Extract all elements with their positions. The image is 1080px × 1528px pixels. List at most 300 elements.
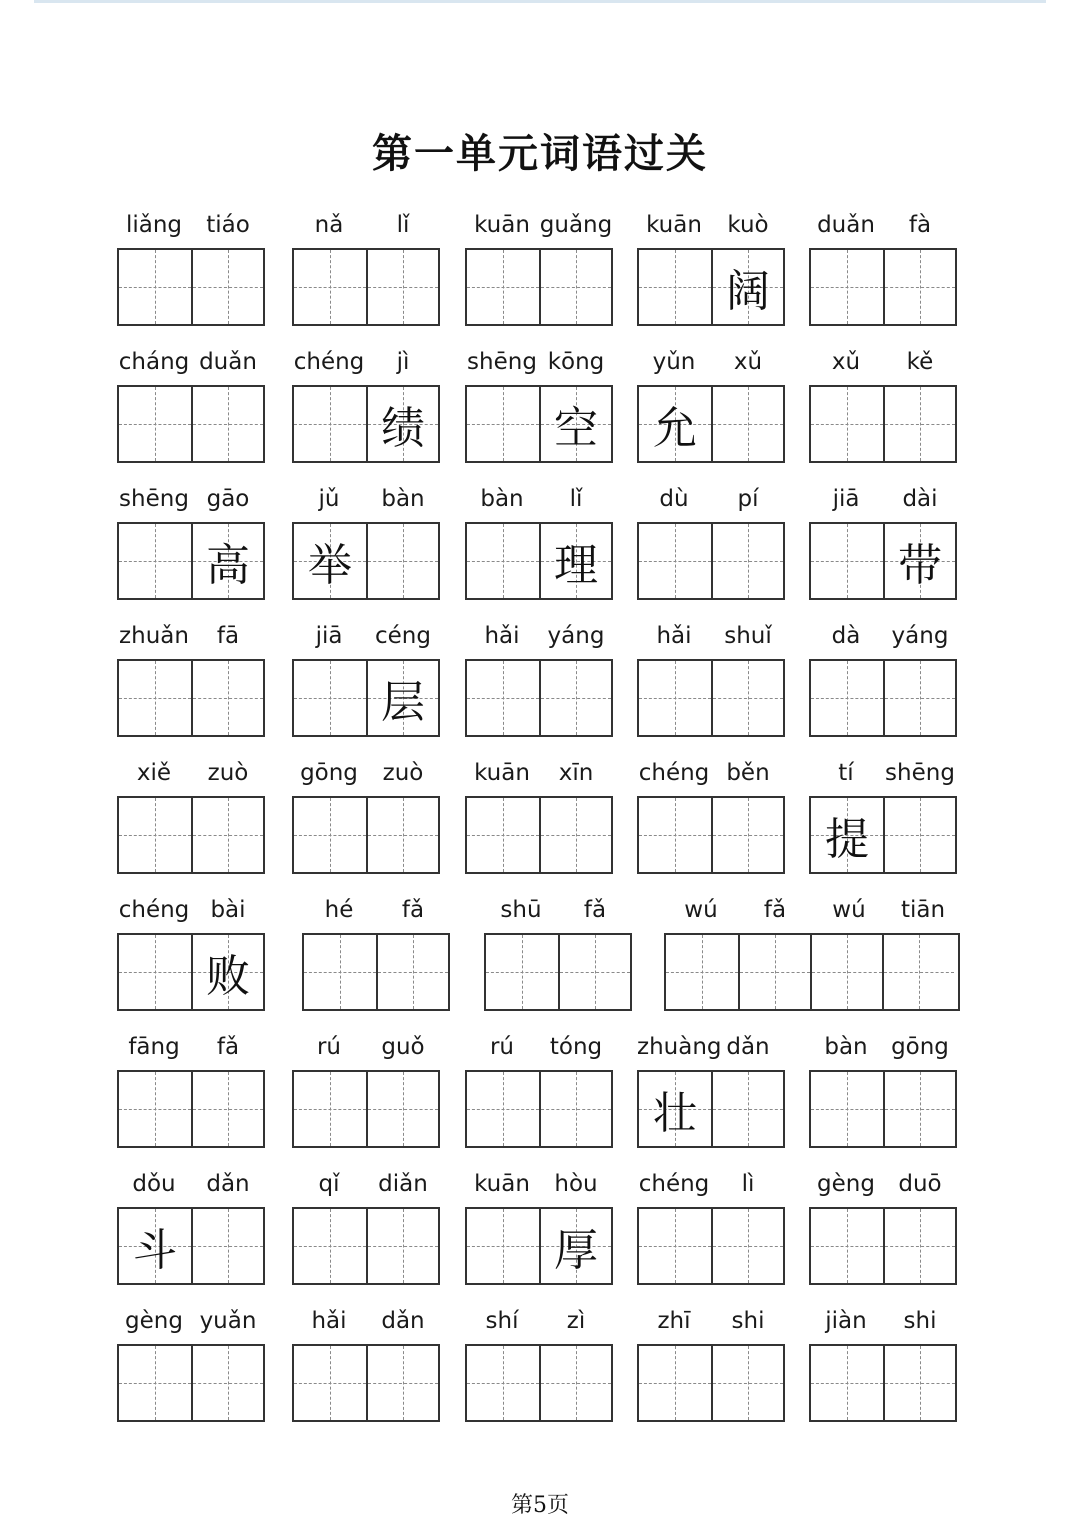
given-character: [193, 1209, 263, 1283]
pinyin-row: [292, 623, 440, 653]
pinyin-syllable: chéng: [118, 897, 190, 923]
given-character: [467, 661, 539, 735]
tian-zi-ge-boxes: [117, 522, 265, 600]
writing-cell[interactable]: [810, 935, 882, 1009]
pinyin-row: [809, 1034, 957, 1064]
writing-cell[interactable]: [191, 798, 263, 872]
writing-cell[interactable]: [711, 250, 783, 324]
word-item: [292, 212, 440, 328]
writing-cell[interactable]: [376, 935, 448, 1009]
word-item: [637, 486, 785, 602]
word-item: [292, 623, 440, 739]
pinyin-row: [117, 1171, 265, 1201]
pinyin-syllable: duǎn: [817, 212, 875, 238]
pinyin-syllable: kuò: [727, 212, 769, 238]
writing-cell[interactable]: [811, 1346, 883, 1420]
tian-zi-ge-boxes: [292, 796, 440, 874]
given-character: [811, 250, 883, 324]
pinyin-row: [484, 897, 632, 927]
writing-cell[interactable]: [294, 387, 366, 461]
pinyin-syllable: zuò: [382, 760, 424, 786]
word-item: [292, 1034, 440, 1150]
pinyin-syllable: chéng: [638, 1171, 710, 1197]
writing-cell[interactable]: [711, 524, 783, 598]
tian-zi-ge-boxes: [117, 1344, 265, 1422]
writing-cell[interactable]: [191, 1209, 263, 1283]
word-item: [637, 1034, 785, 1150]
writing-cell[interactable]: [711, 1346, 783, 1420]
writing-cell[interactable]: [191, 524, 263, 598]
given-character: [294, 387, 366, 461]
writing-cell[interactable]: [639, 387, 711, 461]
pinyin-syllable: dù: [659, 486, 689, 512]
given-character: [812, 935, 882, 1009]
word-item: [117, 1034, 265, 1150]
given-character: [811, 1072, 883, 1146]
writing-cell[interactable]: [639, 250, 711, 324]
writing-cell[interactable]: [119, 387, 191, 461]
writing-cell[interactable]: [811, 387, 883, 461]
tian-zi-ge-boxes: [292, 385, 440, 463]
given-character: [541, 798, 611, 872]
pinyin-row: [292, 1034, 440, 1064]
given-character: [294, 798, 366, 872]
word-item: [465, 1308, 613, 1424]
pinyin-syllable: tiáo: [206, 212, 250, 238]
given-character: 提: [825, 814, 869, 865]
writing-cell[interactable]: [366, 524, 438, 598]
writing-cell[interactable]: [639, 798, 711, 872]
given-character: [486, 935, 558, 1009]
writing-cell[interactable]: [467, 661, 539, 735]
pinyin-syllable: wú: [832, 897, 866, 923]
writing-cell[interactable]: [119, 250, 191, 324]
writing-cell[interactable]: [366, 798, 438, 872]
word-item: [465, 1034, 613, 1150]
writing-cell[interactable]: [883, 250, 955, 324]
writing-cell[interactable]: [883, 524, 955, 598]
pinyin-syllable: shí: [485, 1308, 519, 1334]
given-character: [467, 1072, 539, 1146]
writing-cell[interactable]: [366, 1072, 438, 1146]
writing-cell[interactable]: [467, 1346, 539, 1420]
pinyin-row: [809, 760, 957, 790]
given-character: [119, 935, 191, 1009]
tian-zi-ge-boxes: [465, 796, 613, 874]
writing-cell[interactable]: [711, 387, 783, 461]
writing-cell[interactable]: [883, 1072, 955, 1146]
pinyin-row: [292, 1308, 440, 1338]
given-character: 壮: [653, 1088, 697, 1139]
page-title: 第一单元词语过关: [372, 130, 708, 177]
pinyin-row: [809, 486, 957, 516]
tian-zi-ge-boxes: [637, 796, 785, 874]
writing-cell[interactable]: [467, 524, 539, 598]
writing-cell[interactable]: [294, 1209, 366, 1283]
writing-cell[interactable]: [366, 250, 438, 324]
word-item: [292, 349, 440, 465]
writing-cell[interactable]: [467, 798, 539, 872]
pinyin-syllable: dǒu: [132, 1171, 176, 1197]
writing-cell[interactable]: [883, 798, 955, 872]
word-item: [292, 1308, 440, 1424]
word-item: [637, 1171, 785, 1287]
tian-zi-ge-boxes: [809, 1207, 957, 1285]
writing-cell[interactable]: [539, 250, 611, 324]
given-character: [541, 661, 611, 735]
writing-cell[interactable]: [883, 1346, 955, 1420]
tian-zi-ge-boxes: [637, 1207, 785, 1285]
given-character: [884, 935, 954, 1009]
word-item: [465, 486, 613, 602]
writing-cell[interactable]: [811, 661, 883, 735]
tian-zi-ge-boxes: [637, 1344, 785, 1422]
given-character: [368, 1072, 438, 1146]
writing-cell[interactable]: [811, 1072, 883, 1146]
writing-cell[interactable]: [883, 1209, 955, 1283]
pinyin-syllable: dǎn: [206, 1171, 250, 1197]
writing-cell[interactable]: [711, 661, 783, 735]
pinyin-row: [809, 349, 957, 379]
word-item: [292, 760, 440, 876]
given-character: [119, 387, 191, 461]
writing-cell[interactable]: [811, 1209, 883, 1283]
pinyin-syllable: lǐ: [569, 486, 583, 512]
word-item: [809, 623, 957, 739]
given-character: [666, 935, 738, 1009]
pinyin-row: [117, 486, 265, 516]
writing-cell[interactable]: [539, 1209, 611, 1283]
tian-zi-ge-boxes: [465, 385, 613, 463]
writing-cell[interactable]: [882, 935, 954, 1009]
given-character: [119, 250, 191, 324]
tian-zi-ge-boxes: [637, 659, 785, 737]
tian-zi-ge-boxes: [809, 1344, 957, 1422]
pinyin-syllable: chéng: [638, 760, 710, 786]
given-character: [885, 1346, 955, 1420]
pinyin-syllable: kuān: [474, 760, 530, 786]
given-character: [885, 661, 955, 735]
word-item: [664, 897, 960, 1013]
word-item: [809, 760, 957, 876]
writing-cell[interactable]: [639, 1072, 711, 1146]
given-character: 带: [898, 540, 942, 591]
given-character: [811, 1209, 883, 1283]
writing-cell[interactable]: [304, 935, 376, 1009]
pinyin-syllable: pí: [737, 486, 759, 512]
pinyin-syllable: shēng: [885, 760, 955, 786]
pinyin-row: [637, 623, 785, 653]
given-character: 绩: [381, 403, 425, 454]
given-character: [193, 250, 263, 324]
writing-cell[interactable]: [738, 935, 810, 1009]
pinyin-syllable: shuǐ: [724, 623, 772, 649]
word-item: [292, 486, 440, 602]
writing-cell[interactable]: [639, 1209, 711, 1283]
word-item: [637, 212, 785, 328]
writing-cell[interactable]: [366, 1346, 438, 1420]
word-item: [809, 486, 957, 602]
pinyin-syllable: shēng: [119, 486, 189, 512]
pinyin-syllable: wú: [684, 897, 718, 923]
given-character: 厚: [554, 1225, 598, 1276]
pinyin-syllable: kuān: [474, 1171, 530, 1197]
given-character: [885, 250, 955, 324]
tian-zi-ge-boxes: [292, 1344, 440, 1422]
pinyin-syllable: liǎng: [125, 212, 183, 238]
tian-zi-ge-boxes: [465, 1344, 613, 1422]
tian-zi-ge-boxes: [302, 933, 450, 1011]
writing-cell[interactable]: [294, 1346, 366, 1420]
pinyin-syllable: yáng: [547, 623, 605, 649]
writing-cell[interactable]: [539, 387, 611, 461]
tian-zi-ge-boxes: [637, 385, 785, 463]
pinyin-syllable: shū: [500, 897, 542, 923]
given-character: [294, 250, 366, 324]
pinyin-row: [809, 212, 957, 242]
pinyin-row: [809, 623, 957, 653]
given-character: [713, 524, 783, 598]
writing-cell[interactable]: [294, 250, 366, 324]
pinyin-row: [637, 1171, 785, 1201]
given-character: [541, 1346, 611, 1420]
writing-cell[interactable]: [558, 935, 630, 1009]
pinyin-syllable: yuǎn: [199, 1308, 257, 1334]
writing-cell[interactable]: [811, 524, 883, 598]
pinyin-syllable: xǔ: [831, 349, 861, 375]
word-item: [637, 1308, 785, 1424]
writing-cell[interactable]: [639, 661, 711, 735]
pinyin-syllable: shēng: [467, 349, 537, 375]
given-character: [467, 1346, 539, 1420]
pinyin-syllable: tí: [838, 760, 854, 786]
given-character: [740, 935, 810, 1009]
writing-cell[interactable]: [883, 661, 955, 735]
writing-cell[interactable]: [119, 1346, 191, 1420]
given-character: 斗: [133, 1225, 177, 1276]
pinyin-syllable: jì: [396, 349, 410, 375]
pinyin-syllable: gèng: [817, 1171, 875, 1197]
pinyin-syllable: fǎ: [401, 897, 425, 923]
tian-zi-ge-boxes: [292, 522, 440, 600]
page-number: 第5页: [511, 1493, 569, 1518]
word-item: [637, 760, 785, 876]
writing-cell[interactable]: [191, 661, 263, 735]
writing-cell[interactable]: [711, 1072, 783, 1146]
given-character: [811, 387, 883, 461]
given-character: [368, 798, 438, 872]
tian-zi-ge-boxes: [292, 248, 440, 326]
pinyin-syllable: shi: [903, 1308, 937, 1334]
writing-cell[interactable]: [467, 250, 539, 324]
word-item: [637, 349, 785, 465]
writing-cell[interactable]: [119, 798, 191, 872]
pinyin-row: [637, 760, 785, 790]
tian-zi-ge-boxes: [664, 933, 960, 1011]
writing-cell[interactable]: [883, 387, 955, 461]
writing-cell[interactable]: [711, 798, 783, 872]
tian-zi-ge-boxes: [292, 1070, 440, 1148]
tian-zi-ge-boxes: [465, 522, 613, 600]
pinyin-syllable: xīn: [558, 760, 594, 786]
writing-cell[interactable]: [191, 250, 263, 324]
pinyin-syllable: gōng: [891, 1034, 949, 1060]
pinyin-row: [637, 486, 785, 516]
word-item: [117, 486, 265, 602]
pinyin-syllable: lì: [741, 1171, 755, 1197]
given-character: [119, 1346, 191, 1420]
writing-cell[interactable]: [191, 1346, 263, 1420]
pinyin-syllable: tóng: [549, 1034, 603, 1060]
given-character: [541, 250, 611, 324]
pinyin-syllable: jiā: [832, 486, 860, 512]
given-character: [368, 250, 438, 324]
pinyin-syllable: kuān: [474, 212, 530, 238]
pinyin-row: [292, 486, 440, 516]
pinyin-syllable: jǔ: [318, 486, 340, 512]
pinyin-syllable: jiā: [315, 623, 343, 649]
word-item: [465, 760, 613, 876]
pinyin-syllable: shi: [731, 1308, 765, 1334]
pinyin-syllable: qǐ: [318, 1171, 340, 1197]
pinyin-syllable: zhī: [657, 1308, 691, 1334]
writing-cell[interactable]: [666, 935, 738, 1009]
pinyin-syllable: hǎi: [311, 1308, 347, 1334]
writing-cell[interactable]: [366, 387, 438, 461]
pinyin-syllable: tiān: [900, 897, 946, 923]
pinyin-syllable: kě: [906, 349, 934, 375]
pinyin-row: [117, 349, 265, 379]
word-item: [465, 349, 613, 465]
pinyin-syllable: fāng: [128, 1034, 180, 1060]
given-character: [193, 798, 263, 872]
word-item: [809, 1034, 957, 1150]
pinyin-syllable: yáng: [891, 623, 949, 649]
writing-cell[interactable]: [119, 1209, 191, 1283]
writing-cell[interactable]: [294, 1072, 366, 1146]
writing-cell[interactable]: [539, 1346, 611, 1420]
pinyin-row: [117, 760, 265, 790]
tian-zi-ge-boxes: [465, 659, 613, 737]
pinyin-row: [117, 897, 265, 927]
given-character: 举: [308, 540, 352, 591]
pinyin-row: [465, 1034, 613, 1064]
writing-cell[interactable]: [811, 250, 883, 324]
writing-cell[interactable]: [639, 1346, 711, 1420]
pinyin-row: [637, 1308, 785, 1338]
pinyin-syllable: fā: [216, 623, 240, 649]
writing-cell[interactable]: [539, 1072, 611, 1146]
pinyin-syllable: fǎ: [583, 897, 607, 923]
pinyin-syllable: kuān: [646, 212, 702, 238]
pinyin-row: [664, 897, 960, 927]
given-character: [639, 661, 711, 735]
writing-cell[interactable]: [467, 1072, 539, 1146]
pinyin-row: [292, 349, 440, 379]
given-character: [119, 661, 191, 735]
pinyin-syllable: dǎn: [381, 1308, 425, 1334]
given-character: [467, 524, 539, 598]
pinyin-syllable: chéng: [293, 349, 365, 375]
writing-cell[interactable]: [191, 387, 263, 461]
given-character: [639, 250, 711, 324]
tian-zi-ge-boxes: [809, 522, 957, 600]
writing-cell[interactable]: [467, 387, 539, 461]
writing-cell[interactable]: [366, 1209, 438, 1283]
given-character: [193, 387, 263, 461]
writing-cell[interactable]: [294, 798, 366, 872]
given-character: [560, 935, 630, 1009]
writing-cell[interactable]: [366, 661, 438, 735]
pinyin-row: [637, 1034, 785, 1064]
writing-cell[interactable]: [119, 1072, 191, 1146]
given-character: [713, 387, 783, 461]
pinyin-syllable: xiě: [136, 760, 172, 786]
given-character: [885, 1072, 955, 1146]
pinyin-row: [292, 1171, 440, 1201]
pinyin-row: [465, 349, 613, 379]
given-character: [368, 524, 438, 598]
given-character: 高: [206, 540, 250, 591]
given-character: [368, 1346, 438, 1420]
writing-cell[interactable]: [539, 524, 611, 598]
pinyin-row: [809, 1171, 957, 1201]
writing-cell[interactable]: [639, 524, 711, 598]
writing-cell[interactable]: [294, 524, 366, 598]
given-character: [713, 798, 783, 872]
pinyin-syllable: bài: [210, 897, 246, 923]
word-item: [637, 623, 785, 739]
given-character: [193, 1346, 263, 1420]
pinyin-syllable: bàn: [480, 486, 524, 512]
pinyin-syllable: fà: [908, 212, 932, 238]
pinyin-syllable: yǔn: [652, 349, 696, 375]
word-item: [117, 1308, 265, 1424]
given-character: [713, 1209, 783, 1283]
writing-cell[interactable]: [711, 1209, 783, 1283]
writing-cell[interactable]: [119, 661, 191, 735]
pinyin-syllable: kōng: [547, 349, 605, 375]
given-character: [467, 798, 539, 872]
pinyin-row: [809, 1308, 957, 1338]
tian-zi-ge-boxes: [292, 659, 440, 737]
writing-cell[interactable]: [811, 798, 883, 872]
tian-zi-ge-boxes: [465, 1207, 613, 1285]
word-item: [465, 212, 613, 328]
given-character: [885, 1209, 955, 1283]
given-character: 阔: [726, 266, 770, 317]
given-character: [713, 1072, 783, 1146]
tian-zi-ge-boxes: [809, 796, 957, 874]
tian-zi-ge-boxes: [117, 933, 265, 1011]
tian-zi-ge-boxes: [809, 248, 957, 326]
pinyin-syllable: lǐ: [396, 212, 410, 238]
writing-cell[interactable]: [294, 661, 366, 735]
writing-cell[interactable]: [119, 524, 191, 598]
writing-cell[interactable]: [119, 935, 191, 1009]
pinyin-syllable: gōng: [300, 760, 358, 786]
pinyin-syllable: jiàn: [825, 1308, 867, 1334]
word-item: [809, 349, 957, 465]
writing-cell[interactable]: [191, 1072, 263, 1146]
writing-cell[interactable]: [539, 661, 611, 735]
writing-cell[interactable]: [486, 935, 558, 1009]
tian-zi-ge-boxes: [117, 248, 265, 326]
writing-cell[interactable]: [539, 798, 611, 872]
writing-cell[interactable]: [467, 1209, 539, 1283]
given-character: 允: [653, 403, 697, 454]
writing-cell[interactable]: [191, 935, 263, 1009]
